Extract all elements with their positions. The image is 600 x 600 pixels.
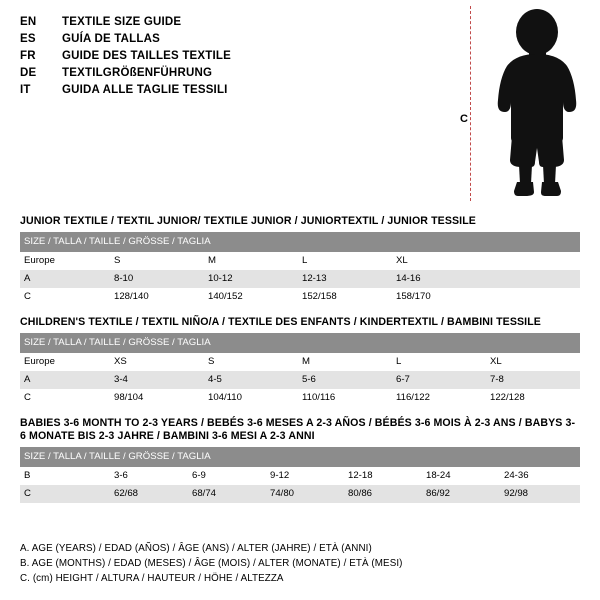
row-label: B xyxy=(20,467,110,485)
row-label: C xyxy=(20,485,110,503)
table-row xyxy=(20,353,580,371)
language-title: GUIDA ALLE TAGLIE TESSILI xyxy=(62,84,228,96)
cell: 110/116 xyxy=(298,389,392,407)
language-row xyxy=(20,14,320,31)
cell: XL xyxy=(392,252,486,270)
section-title: CHILDREN'S TEXTILE / TEXTIL NIÑO/A / TEXTILE DES ENFANTS / KINDERTEXTIL / BAMBINI TESSILE xyxy=(20,316,541,328)
cell: 152/158 xyxy=(298,288,392,306)
row-label: Europe xyxy=(20,353,110,371)
table-row xyxy=(20,252,580,270)
cell: 7-8 xyxy=(486,371,580,389)
cell: 6-7 xyxy=(392,371,486,389)
table-row xyxy=(20,389,580,407)
table-header-row xyxy=(20,333,580,353)
language-title: TEXTILE SIZE GUIDE xyxy=(62,16,182,28)
cell: 12-18 xyxy=(344,467,422,485)
cell xyxy=(486,252,580,270)
cell: 68/74 xyxy=(188,485,266,503)
language-code: DE xyxy=(20,67,37,79)
cell: 92/98 xyxy=(500,485,580,503)
cell: M xyxy=(298,353,392,371)
language-code: ES xyxy=(20,33,36,45)
cell: 98/104 xyxy=(110,389,204,407)
table-header-row xyxy=(20,447,580,467)
cell: 116/122 xyxy=(392,389,486,407)
cell: 62/68 xyxy=(110,485,188,503)
row-label: A xyxy=(20,371,110,389)
cell: 104/110 xyxy=(204,389,298,407)
cell: 122/128 xyxy=(486,389,580,407)
legend-line-a: A. AGE (YEARS) / EDAD (AÑOS) / ÂGE (ANS) / ALTER (JAHRE) / ETÀ (ANNI) xyxy=(20,543,372,554)
legend-block xyxy=(20,541,580,586)
cell: 5-6 xyxy=(298,371,392,389)
table-row xyxy=(20,270,580,288)
cell: 14-16 xyxy=(392,270,486,288)
cell xyxy=(486,288,580,306)
section-childrens-textile xyxy=(20,316,580,407)
language-title: TEXTILGRÖßENFÜHRUNG xyxy=(62,67,213,79)
language-row xyxy=(20,31,320,48)
children-size-table xyxy=(20,333,580,407)
language-row xyxy=(20,82,320,99)
table-row xyxy=(20,371,580,389)
cell: 3-6 xyxy=(110,467,188,485)
language-title-block xyxy=(20,14,320,99)
table-row xyxy=(20,485,580,503)
cell: 10-12 xyxy=(204,270,298,288)
section-junior-textile xyxy=(20,215,580,306)
table-header-label: SIZE / TALLA / TAILLE / GRÖSSE / TAGLIA xyxy=(20,333,580,353)
language-row xyxy=(20,48,320,65)
language-title: GUIDE DES TAILLES TEXTILE xyxy=(62,50,231,62)
cell: 8-10 xyxy=(110,270,204,288)
cell: L xyxy=(392,353,486,371)
height-measure-line xyxy=(470,6,471,201)
table-row xyxy=(20,467,580,485)
table-header-label: SIZE / TALLA / TAILLE / GRÖSSE / TAGLIA xyxy=(20,447,580,467)
cell: 4-5 xyxy=(204,371,298,389)
cell: 74/80 xyxy=(266,485,344,503)
language-code: IT xyxy=(20,84,31,96)
table-header-row xyxy=(20,232,580,252)
section-title: JUNIOR TEXTILE / TEXTIL JUNIOR/ TEXTILE JUNIOR / JUNIORTEXTIL / JUNIOR TESSILE xyxy=(20,215,476,227)
cell: S xyxy=(204,353,298,371)
language-title: GUÍA DE TALLAS xyxy=(62,33,160,45)
cell: XL xyxy=(486,353,580,371)
cell: S xyxy=(110,252,204,270)
row-label: Europe xyxy=(20,252,110,270)
cell: 9-12 xyxy=(266,467,344,485)
cell: 86/92 xyxy=(422,485,500,503)
cell: 80/86 xyxy=(344,485,422,503)
legend-line-c: C. (cm) HEIGHT / ALTURA / HAUTEUR / HÖHE / ALTEZZA xyxy=(20,573,284,584)
cell: L xyxy=(298,252,392,270)
legend-line-b: B. AGE (MONTHS) / EDAD (MESES) / ÂGE (MOIS) / ALTER (MONATE) / ETÀ (MESI) xyxy=(20,558,403,569)
row-label: C xyxy=(20,288,110,306)
cell: 158/170 xyxy=(392,288,486,306)
language-code: FR xyxy=(20,50,36,62)
language-code: EN xyxy=(20,16,37,28)
figure-area xyxy=(440,6,590,201)
section-babies-textile xyxy=(20,417,580,503)
language-row xyxy=(20,65,320,82)
table-row xyxy=(20,288,580,306)
child-silhouette-icon xyxy=(485,8,590,198)
junior-size-table xyxy=(20,232,580,306)
babies-size-table xyxy=(20,447,580,503)
cell: 3-4 xyxy=(110,371,204,389)
row-label: A xyxy=(20,270,110,288)
cell xyxy=(486,270,580,288)
height-measure-label: C xyxy=(460,113,468,125)
table-header-label: SIZE / TALLA / TAILLE / GRÖSSE / TAGLIA xyxy=(20,232,580,252)
cell: XS xyxy=(110,353,204,371)
cell: 12-13 xyxy=(298,270,392,288)
cell: 128/140 xyxy=(110,288,204,306)
section-title: BABIES 3-6 MONTH TO 2-3 YEARS / BEBÉS 3-6 MESES A 2-3 AÑOS / BÉBÉS 3-6 MOIS À 2-3 ANS / BABYS 3-6 MONATE BIS 2-3 JAHRE / BAMBINI 3-6 MESI A 2-3 ANNI xyxy=(20,417,576,442)
cell: M xyxy=(204,252,298,270)
cell: 24-36 xyxy=(500,467,580,485)
cell: 140/152 xyxy=(204,288,298,306)
row-label: C xyxy=(20,389,110,407)
cell: 6-9 xyxy=(188,467,266,485)
cell: 18-24 xyxy=(422,467,500,485)
